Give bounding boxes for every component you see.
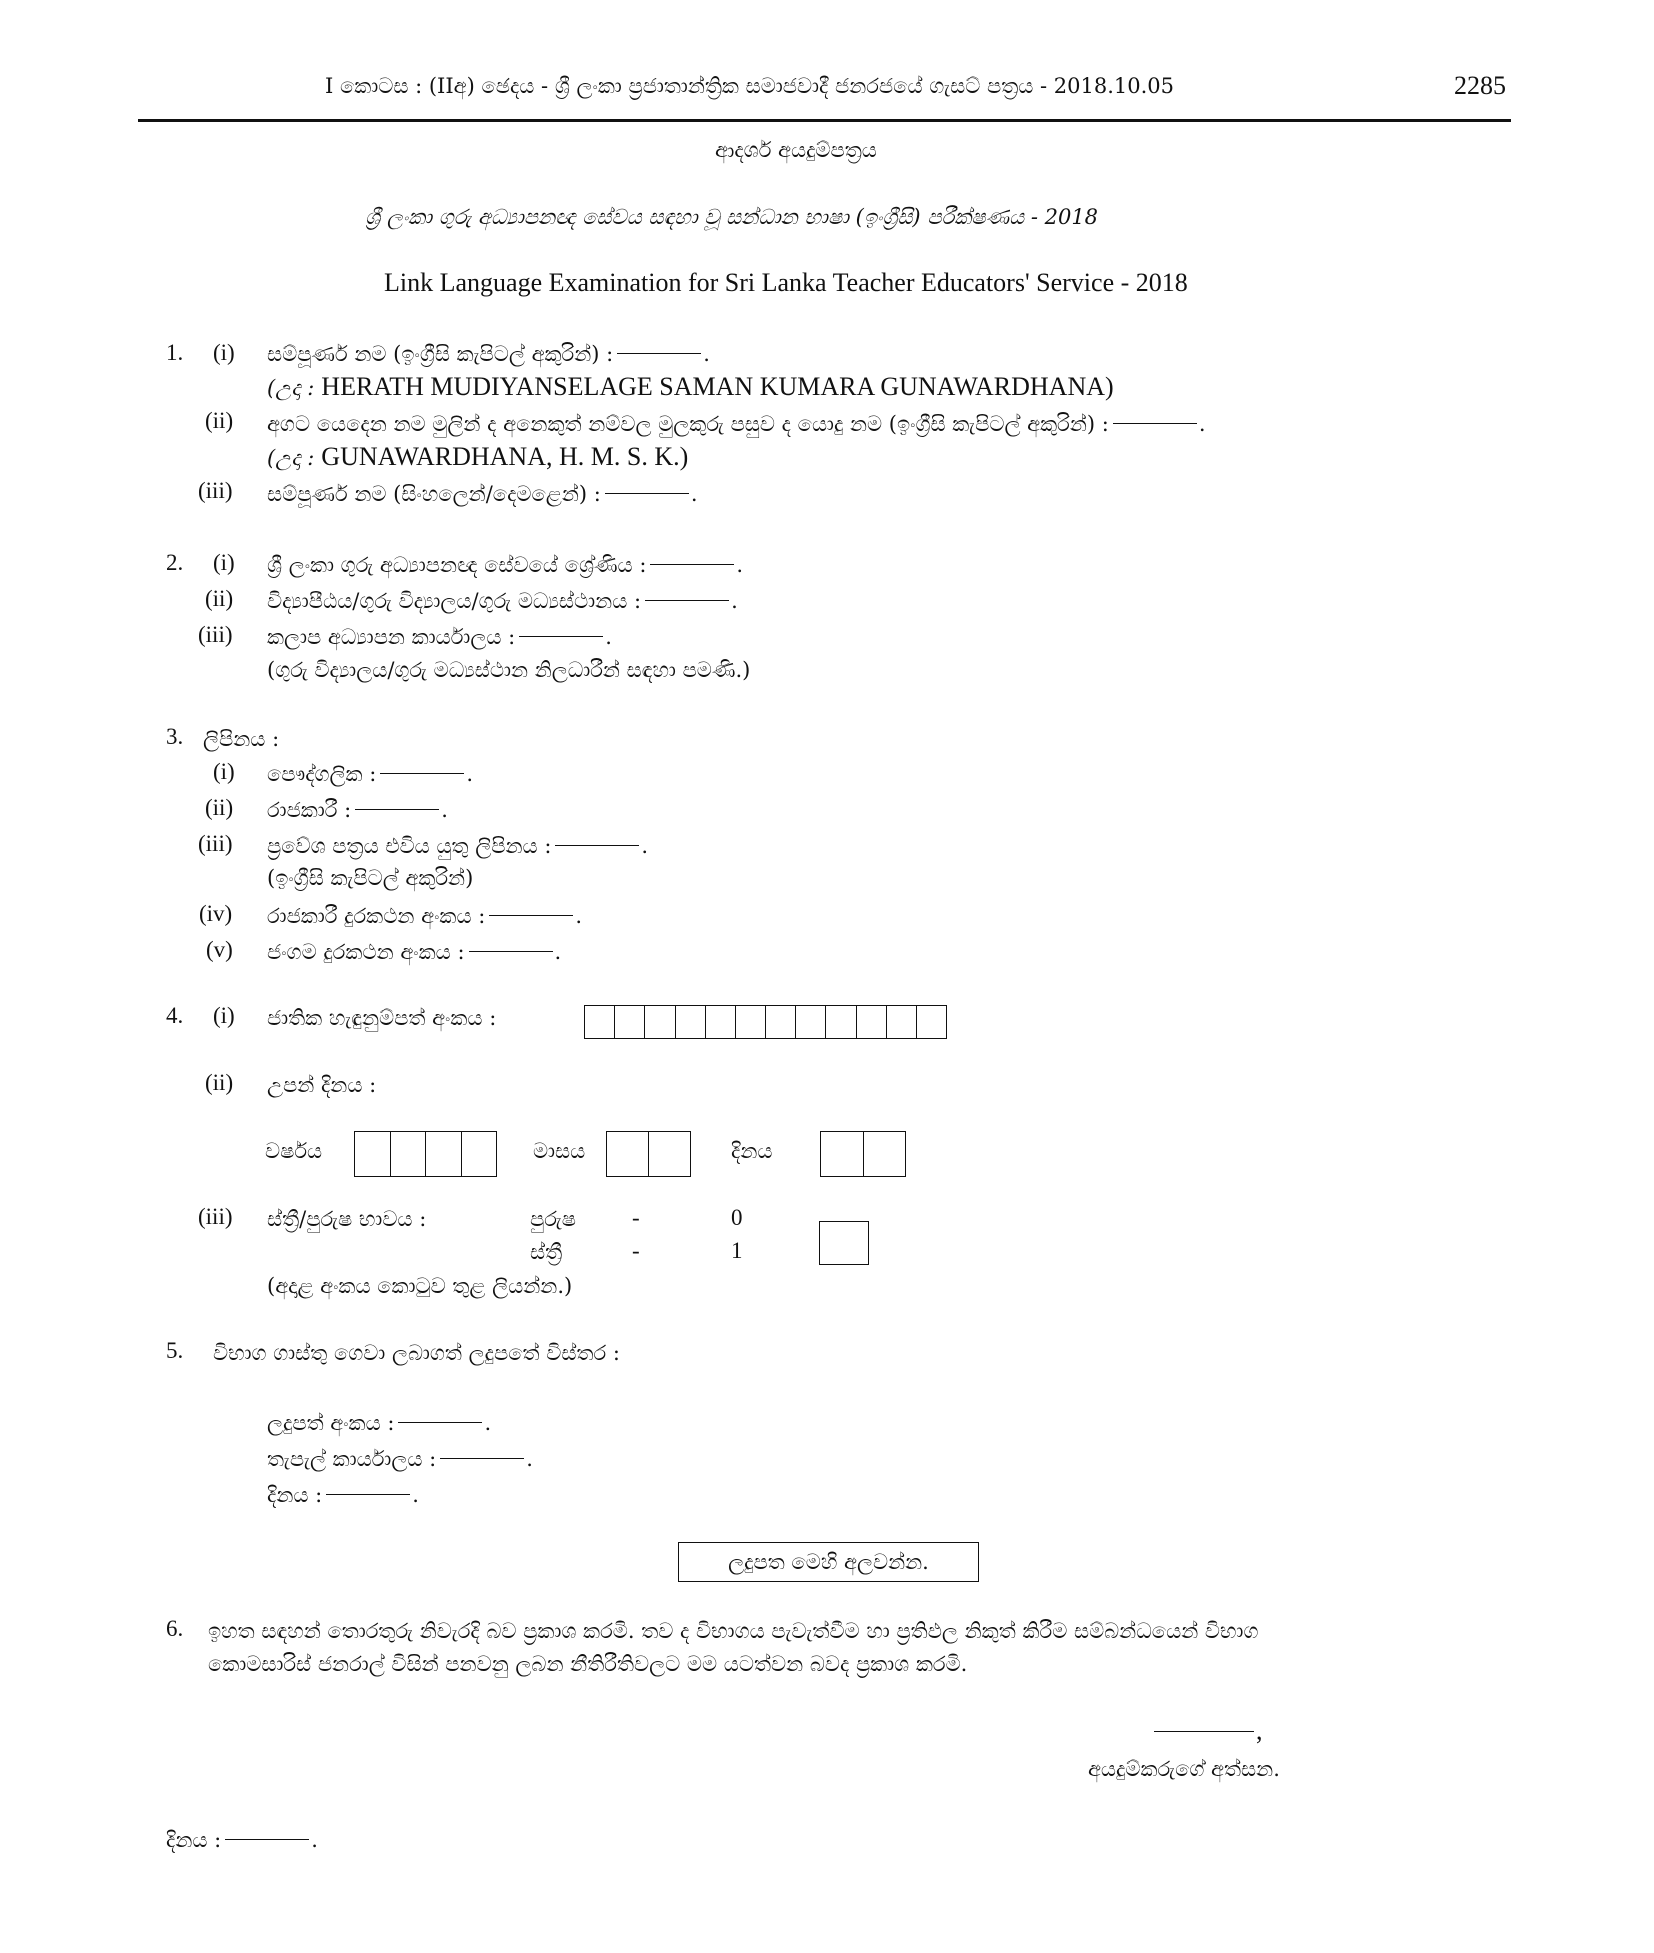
s1-example-1: (උදා : HERATH MUDIYANSELAGE SAMAN KUMARA GUNAWARDHANA) (267, 372, 1114, 401)
gender-male-code: 0 (731, 1205, 743, 1230)
gender-male-label: පුරුෂ (530, 1207, 576, 1231)
s1-iii-number: (iii) (198, 478, 233, 503)
s3-official-phone-field[interactable]: රාජකාරී දුරකථන අංකය : . (267, 904, 582, 928)
s4-nic-label: ජාතික හැඳුනුම්පත් අංකය : (267, 1006, 497, 1030)
s1-i-number: (i) (213, 340, 235, 365)
section-5-number: 5. (166, 1338, 184, 1363)
s3-v-number: (v) (206, 937, 233, 962)
gender-female-label: ස්ත්‍රී (530, 1240, 563, 1264)
footer-date-field[interactable]: දිනය : . (166, 1828, 318, 1852)
dob-month-label: මාසය (533, 1139, 586, 1163)
exam-title-english: Link Language Examination for Sri Lanka Teacher Educators' Service - 2018 (384, 268, 1188, 297)
gender-female-dash: - (632, 1238, 640, 1263)
s2-i-number: (i) (213, 550, 235, 575)
s3-mobile-label: ජංගම දුරකථන අංකය : (267, 940, 465, 964)
s3-official-address-field[interactable]: රාජකාරී : . (267, 798, 448, 822)
dob-day-label: දිනය (731, 1139, 773, 1163)
s2-note: (ගුරු විද්‍යාලය/ගුරු මධ්‍යස්ථාන නිලධාරීන් සඳහා පමණි.) (267, 658, 751, 682)
s3-personal-label: පෞද්ගලික : (267, 762, 377, 786)
declaration-line-2: කොමසාරිස් ජනරාල් විසින් පනවනු ලබන නීතිරීතිවලට මම යටත්වන බවද ප්‍රකාශ කරමි. (208, 1652, 968, 1676)
s5-title: විභාග ගාස්තු ගෙවා ලබාගත් ලදුපතේ විස්තර : (213, 1341, 620, 1365)
section-1-number: 1. (166, 340, 184, 365)
page-number: 2285 (1454, 71, 1506, 100)
s1-ii-number: (ii) (205, 408, 234, 433)
dob-year-boxes[interactable] (354, 1131, 497, 1177)
dob-day-boxes[interactable] (820, 1131, 906, 1177)
section-6-number: 6. (166, 1616, 184, 1641)
s5-receipt-label: ලදුපත් අංකය : (267, 1411, 395, 1435)
s3-ii-number: (ii) (205, 795, 234, 820)
s3-personal-address-field[interactable]: පෞද්ගලික : . (267, 762, 474, 786)
s5-date-field[interactable]: දිනය : . (267, 1483, 419, 1507)
s1-surname-initials-field[interactable]: අගට යෙදෙන නම මුලින් ද අනෙකුත් නම්වල මුලකුරු පසුව ද යොදු නම (ඉංග්‍රීසි කැපිටල් අකුරින්) : . (267, 412, 1206, 436)
section-2-number: 2. (166, 550, 184, 575)
s4-ii-number: (ii) (205, 1070, 234, 1095)
signature-label: අයදුම්කරුගේ අත්සන. (1088, 1757, 1280, 1781)
nic-number-boxes[interactable] (584, 1005, 947, 1039)
s2-grade-label: ශ්‍රී ලංකා ගුරු අධ්‍යාපනඥ සේවයේ ශ්‍රේණිය : (267, 553, 647, 577)
s3-note: (ඉංග්‍රීසි කැපිටල් අකුරින්) (267, 866, 474, 890)
s3-admission-label: ප්‍රවේශ පත්‍රය එවිය යුතු ලිපිනය : (267, 834, 552, 858)
s1-full-name-local-field[interactable]: සම්පූර්ණ නම (සිංහලෙන්/දෙමළෙන්) : . (267, 482, 698, 506)
s1-full-name-label: සම්පූර්ණ නම (ඉංග්‍රීසි කැපිටල් අකුරින්) : (267, 342, 614, 366)
section-3-number: 3. (166, 724, 184, 749)
receipt-paste-label: ලදුපත මෙහි අලවන්න. (728, 1549, 929, 1574)
s3-title: ලිපිනය : (203, 727, 280, 751)
s3-official-phone-label: රාජකාරී දුරකථන අංකය : (267, 904, 486, 928)
s5-receipt-number-field[interactable]: ලදුපත් අංකය : . (267, 1411, 492, 1435)
dob-year-label: වර්ෂය (265, 1139, 323, 1163)
s4-iii-number: (iii) (198, 1204, 233, 1229)
s2-zonal-label: කලාප අධ්‍යාපන කාර්යාලය : (267, 625, 516, 649)
s2-iii-number: (iii) (198, 622, 233, 647)
dob-month-boxes[interactable] (606, 1131, 691, 1177)
header-rule (138, 119, 1511, 122)
s2-institution-label: විද්‍යාපීඨය/ගුරු විද්‍යාලය/ගුරු මධ්‍යස්ථානය : (267, 589, 642, 613)
gender-female-code: 1 (731, 1238, 743, 1263)
gender-code-box[interactable] (819, 1221, 869, 1265)
s2-institution-field[interactable]: විද්‍යාපීඨය/ගුරු විද්‍යාලය/ගුරු මධ්‍යස්ථානය : . (267, 589, 738, 613)
section-4-number: 4. (166, 1003, 184, 1028)
s3-i-number: (i) (213, 759, 235, 784)
s1-full-name-field[interactable]: සම්පූර්ණ නම (ඉංග්‍රීසි කැපිටල් අකුරින්) : . (267, 342, 710, 366)
s5-post-office-field[interactable]: තැපැල් කාර්යාලය : . (267, 1447, 533, 1471)
gazette-header: I කොටස : (IIඅ) ඡෙදය - ශ්‍රී ලංකා ප්‍රජාතාන්ත්‍රික සමාජවාදී ජනරජයේ ගැසට් පත්‍රය - 2018.10.05 (325, 74, 1175, 98)
s1-local-name-label: සම්පූර්ණ නම (සිංහලෙන්/දෙමළෙන්) : (267, 482, 601, 506)
s3-official-label: රාජකාරී : (267, 798, 352, 822)
s3-iv-number: (iv) (199, 901, 233, 926)
s4-dob-label: උපන් දිනය : (267, 1073, 377, 1097)
s3-mobile-phone-field[interactable]: ජංගම දුරකථන අංකය : . (267, 940, 562, 964)
s5-post-office-label: තැපැල් කාර්යාලය : (267, 1447, 437, 1471)
form-title: ආදර්ශ අයදුම්පත්‍රය (715, 138, 877, 162)
s3-iii-number: (iii) (198, 831, 233, 856)
s1-example-2: (උදා : GUNAWARDHANA, H. M. S. K.) (267, 442, 689, 471)
s2-grade-field[interactable]: ශ්‍රී ලංකා ගුරු අධ්‍යාපනඥ සේවයේ ශ්‍රේණිය : . (267, 553, 744, 577)
s1-surname-label: අගට යෙදෙන නම මුලින් ද අනෙකුත් නම්වල මුලකුරු පසුව ද යොදු නම (ඉංග්‍රීසි කැපිටල් අකුරින්) : (267, 412, 1109, 436)
signature-line[interactable]: , (1150, 1716, 1263, 1746)
s4-i-number: (i) (213, 1003, 235, 1028)
gender-male-dash: - (632, 1205, 640, 1230)
s4-gender-note: (අදාළ අංකය කොටුව තුළ ලියන්න.) (267, 1274, 573, 1298)
receipt-paste-box (678, 1542, 979, 1582)
s2-zonal-office-field[interactable]: කලාප අධ්‍යාපන කාර්යාලය : . (267, 625, 612, 649)
s3-admission-address-field[interactable]: ප්‍රවේශ පත්‍රය එවිය යුතු ලිපිනය : . (267, 834, 649, 858)
s4-gender-label: ස්ත්‍රී/පුරුෂ භාවය : (267, 1207, 427, 1231)
s2-ii-number: (ii) (205, 586, 234, 611)
declaration-line-1: ඉහත සඳහන් තොරතුරු නිවැරදි බව ප්‍රකාශ කරමි. තව ද විභාගය පැවැත්වීම හා ප්‍රතිඵල නිකුත් කිරීම සම්බන්ධයෙන් විභාග (208, 1619, 1259, 1643)
exam-title-sinhala: ශ්‍රී ලංකා ගුරු අධ්‍යාපනඥ සේවය සඳහා වූ සන්ධාන භාෂා (ඉංග්‍රීසි) පරීක්ෂණය - 2018 (365, 205, 1099, 229)
s5-date-label: දිනය : (267, 1483, 323, 1507)
footer-date-label: දිනය : (166, 1828, 222, 1852)
